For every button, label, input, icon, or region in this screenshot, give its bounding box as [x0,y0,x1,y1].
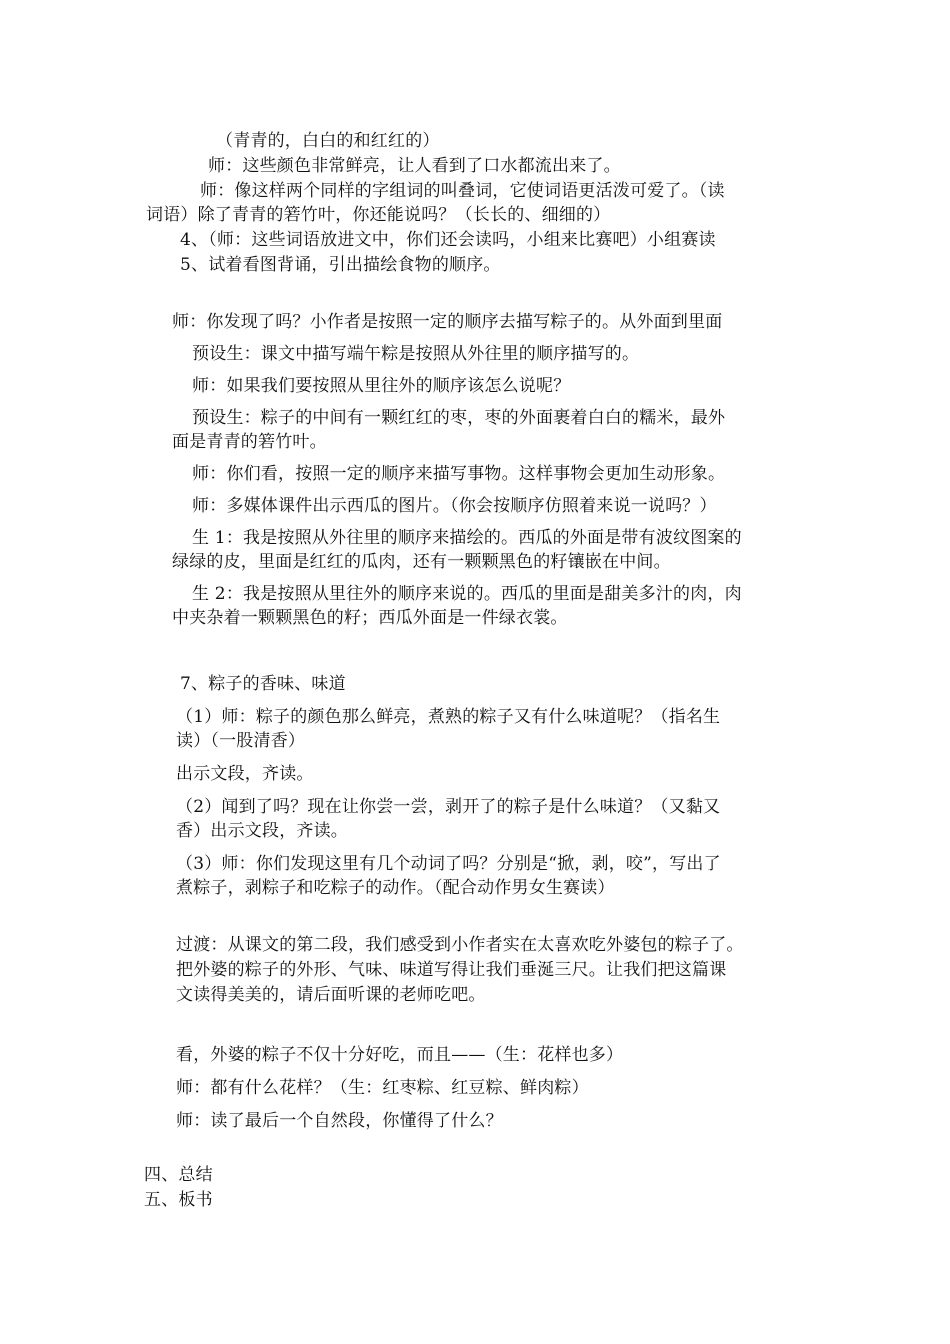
text-line-10: 预设生：粽子的中间有一颗红红的枣，枣的外面裹着白白的糯米，最外 [192,408,726,428]
text-line-9: 师：如果我们要按照从里往外的顺序该怎么说呢？ [192,376,571,396]
section-heading-summary: 四、总结 [144,1165,213,1185]
text-line-29: 看，外婆的粽子不仅十分好吃，而且——（生：花样也多） [176,1045,624,1065]
text-line-23: 香）出示文段，齐读。 [176,821,348,841]
text-line-27: 把外婆的粽子的外形、气味、味道写得让我们垂涎三尺。让我们把这篇课 [176,960,727,980]
text-line-15: 绿绿的皮，里面是红红的瓜肉，还有一颗颗黑色的籽镶嵌在中间。 [172,552,671,572]
text-line-24: （3）师：你们发现这里有几个动词了吗？分别是“掀，剥，咬”，写出了 [176,854,721,874]
text-line-19: （1）师：粽子的颜色那么鲜亮，煮熟的粽子又有什么味道呢？（指名生 [176,707,721,727]
text-line-30: 师：都有什么花样？（生：红枣粽、红豆粽、鲜肉粽） [176,1078,589,1098]
section-heading-board: 五、板书 [144,1190,213,1210]
text-line-8: 预设生：课文中描写端午粽是按照从外往里的顺序描写的。 [192,344,640,364]
text-line-13: 师：多媒体课件出示西瓜的图片。（你会按顺序仿照着来说一说吗？） [192,496,717,516]
text-line-18: 7、粽子的香味、味道 [180,674,346,694]
text-line-12: 师：你们看，按照一定的顺序来描写事物。这样事物会更加生动形象。 [192,464,726,484]
text-line-20: 读）（一股清香） [176,731,306,751]
text-line-3: 师：像这样两个同样的字组词的叫叠词，它使词语更活泼可爱了。（读 [200,181,725,201]
text-line-14: 生 1：我是按照从外往里的顺序来描绘的。西瓜的外面是带有波纹图案的 [192,528,742,548]
text-line-11: 面是青青的箬竹叶。 [172,432,327,452]
text-line-26: 过渡：从课文的第二段，我们感受到小作者实在太喜欢吃外婆包的粽子了。 [176,935,744,955]
text-line-25: 煮粽子，剥粽子和吃粽子的动作。（配合动作男女生赛读） [176,878,615,898]
text-line-7: 师：你发现了吗？小作者是按照一定的顺序去描写粽子的。从外面到里面 [172,312,723,332]
text-line-5: 4、（师：这些词语放进文中，你们还会读吗，小组来比赛吧）小组赛读 [180,230,716,250]
text-line-16: 生 2：我是按照从里往外的顺序来说的。西瓜的里面是甜美多汁的肉，肉 [192,584,742,604]
text-line-28: 文读得美美的，请后面听课的老师吃吧。 [176,985,486,1005]
text-line-6: 5、试着看图背诵，引出描绘食物的顺序。 [180,255,501,275]
text-line-31: 师：读了最后一个自然段，你懂得了什么？ [176,1111,503,1131]
text-line-1: （青青的，白白的和红红的） [216,131,440,151]
text-line-22: （2）闻到了吗？现在让你尝一尝，剥开了的粽子是什么味道？（又黏又 [176,797,721,817]
text-line-17: 中夹杂着一颗颗黑色的籽；西瓜外面是一件绿衣裳。 [172,608,568,628]
text-line-21: 出示文段，齐读。 [176,764,314,784]
text-line-4: 词语）除了青青的箬竹叶，你还能说吗？（长长的、细细的） [146,205,611,225]
text-line-2: 师：这些颜色非常鲜亮，让人看到了口水都流出来了。 [208,156,621,176]
